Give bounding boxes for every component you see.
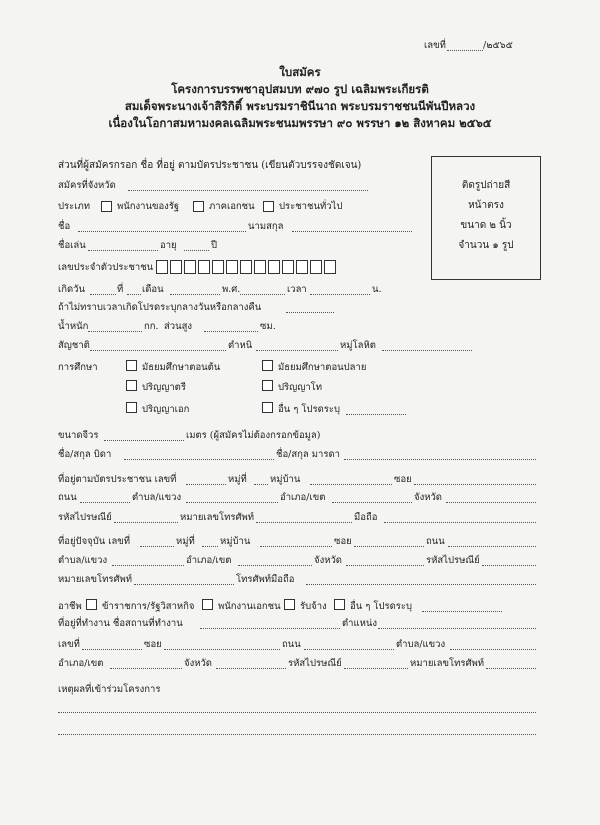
edu1-checkbox[interactable] (126, 360, 137, 371)
type-label: ประเภท (58, 201, 91, 212)
id-card-digit-box[interactable] (324, 260, 336, 274)
addr-now-village-label: หมู่บ้าน (220, 536, 251, 547)
addr-id-postcode-label: รหัสไปรษณีย์ (58, 512, 112, 523)
work-postcode-label: รหัสไปรษณีย์ (288, 658, 342, 669)
work-district-field[interactable] (110, 668, 182, 669)
photo-box (431, 156, 541, 280)
addr-id-moo-label: หมู่ที่ (228, 474, 247, 485)
section-heading: ส่วนที่ผู้สมัครกรอก ชื่อ ที่อยู่ ตามบัตรประชาชน (เขียนตัวบรรจงชัดเจน) (58, 160, 362, 171)
type-gov-checkbox[interactable] (101, 201, 112, 212)
addr-id-village-label: หมู่บ้าน (270, 474, 301, 485)
workplace-field[interactable] (200, 628, 340, 629)
header-line-1: โครงการบรรพชาอุปสมบท ๙๗๐ รูป เฉลิมพระเกียรติ (171, 82, 429, 96)
surname-field[interactable] (292, 231, 412, 232)
addr-id-mobile-label: มือถือ (354, 512, 378, 523)
addr-id-postcode-field[interactable] (114, 522, 178, 523)
photo-line-2: หน้าตรง (468, 200, 504, 211)
occ1-checkbox[interactable] (86, 599, 97, 610)
cm-label: ซม. (260, 321, 276, 332)
nickname-label: ชื่อเล่น (58, 240, 86, 251)
edu3-checkbox[interactable] (126, 380, 137, 391)
addr-id-phone-label: หมายเลขโทรศัพท์ (180, 512, 255, 523)
addr-now-district-label: อำเภอ/เขต (186, 555, 232, 566)
addr-now-road-label: ถนน (426, 536, 445, 547)
addr-id-village-field[interactable] (310, 484, 392, 485)
work-road-label: ถนน (282, 639, 301, 650)
n-label: น. (372, 284, 382, 295)
addr-id-province-field[interactable] (446, 502, 536, 503)
form-number-label: เลขที่ (424, 40, 446, 51)
position-label: ตำแหน่ง (342, 618, 378, 629)
mole-field[interactable] (382, 350, 472, 351)
id-card-digit-box[interactable] (296, 260, 308, 274)
id-card-digit-box[interactable] (282, 260, 294, 274)
addr-now-number-field[interactable] (140, 546, 174, 547)
edu1-label: มัธยมศึกษาตอนต้น (142, 362, 221, 373)
addr-now-province-field[interactable] (346, 565, 424, 566)
id-card-digit-box[interactable] (226, 260, 238, 274)
edu3-label: ปริญญาตรี (142, 382, 186, 393)
type-gov-label: พนักงานของรัฐ (117, 201, 180, 212)
edu2-label: มัธยมศึกษาตอนปลาย (278, 362, 367, 373)
occ3-label: รับจ้าง (300, 601, 327, 612)
addr-id-province-label: จังหวัด (414, 492, 442, 503)
addr-id-subdistrict-label: ตำบล/แขวง (132, 492, 182, 503)
addr-id-phone-field[interactable] (256, 522, 352, 523)
born-day-label: เกิดวัน (58, 284, 85, 295)
born-day-field[interactable] (90, 294, 116, 295)
month-label: เดือน (142, 284, 164, 295)
id-card-digit-box[interactable] (184, 260, 196, 274)
id-card-digit-box[interactable] (170, 260, 182, 274)
header-line-2: สมเด็จพระนางเจ้าสิริกิติ์ พระบรมราชินีนาถ พระบรมราชชนนีพันปีหลวง (124, 99, 476, 113)
edu5-label: ปริญญาเอก (142, 404, 190, 415)
addr-now-postcode-label: รหัสไปรษณีย์ (426, 555, 480, 566)
addr-now-soi-field[interactable] (354, 546, 424, 547)
father-label: ชื่อ/สกุล บิดา (58, 449, 112, 460)
edu6-field[interactable] (346, 414, 406, 415)
edu4-label: ปริญญาโท (278, 382, 323, 393)
age-label: อายุ (160, 240, 177, 251)
form-title: ใบสมัคร (279, 65, 321, 79)
addr-id-road-field[interactable] (80, 502, 130, 503)
be-field[interactable] (240, 294, 285, 295)
occupation-label: อาชีพ (58, 601, 82, 612)
name-field[interactable] (78, 231, 246, 232)
nickname-field[interactable] (88, 250, 158, 251)
addr-now-district-field[interactable] (238, 565, 312, 566)
month-field[interactable] (170, 294, 220, 295)
id-card-digit-box[interactable] (240, 260, 252, 274)
work-number-label: เลขที่ (58, 639, 80, 650)
position-field[interactable] (378, 628, 536, 629)
surname-label: นามสกุล (248, 221, 284, 232)
workplace-label: ที่อยู่ที่ทำงาน ชื่อสถานที่ทำงาน (58, 618, 183, 629)
education-label: การศึกษา (58, 362, 98, 373)
work-phone-label: หมายเลขโทรศัพท์ (410, 658, 485, 669)
date-label: ที่ (117, 284, 124, 295)
time-field[interactable] (310, 294, 370, 295)
id-card-digit-box[interactable] (254, 260, 266, 274)
be-label: พ.ศ. (222, 284, 241, 295)
weight-label: น้ำหนัก (58, 321, 89, 332)
addr-now-mobile-label: โทรศัพท์มือถือ (236, 574, 295, 585)
time-note-label: ถ้าไม่ทราบเวลาเกิดโปรดระบุกลางวันหรือกลางคืน (58, 302, 262, 313)
addr-id-soi-field[interactable] (414, 484, 536, 485)
nationality-label: สัญชาติ (58, 340, 90, 351)
mark-field[interactable] (256, 350, 338, 351)
occ4-field[interactable] (422, 611, 502, 612)
addr-id-label: ที่อยู่ตามบัตรประชาชน เลขที่ (58, 474, 177, 485)
addr-id-district-field[interactable] (332, 502, 412, 503)
type-private-label: ภาคเอกชน (209, 201, 255, 212)
occ1-label: ข้าราชการ/รัฐวิสาหกิจ (102, 601, 195, 612)
addr-now-subdistrict-label: ตำบล/แขวง (58, 555, 108, 566)
work-road-field[interactable] (304, 649, 394, 650)
apply-province-field[interactable] (128, 190, 368, 191)
edu4-checkbox[interactable] (262, 380, 273, 391)
work-subdistrict-field[interactable] (450, 649, 536, 650)
mother-label: ชื่อ/สกุล มารดา (276, 449, 340, 460)
addr-id-mobile-field[interactable] (384, 522, 536, 523)
addr-now-road-field[interactable] (448, 546, 536, 547)
addr-now-village-field[interactable] (260, 546, 332, 547)
occ4-label: อื่น ๆ โปรดระบุ (350, 601, 412, 612)
robe-size-field[interactable] (104, 440, 184, 441)
reason-line-1[interactable] (58, 712, 536, 713)
work-district-label: อำเภอ/เขต (58, 658, 104, 669)
addr-id-subdistrict-field[interactable] (186, 502, 278, 503)
addr-id-moo-field[interactable] (254, 484, 268, 485)
occ4-checkbox[interactable] (334, 599, 345, 610)
id-card-label: เลขประจำตัวประชาชน (58, 262, 154, 273)
addr-now-mobile-field[interactable] (306, 584, 536, 585)
work-postcode-field[interactable] (344, 668, 408, 669)
height-field[interactable] (204, 331, 258, 332)
addr-now-subdistrict-field[interactable] (112, 565, 184, 566)
time-note-field[interactable] (286, 312, 334, 313)
occ2-label: พนักงานเอกชน (218, 601, 281, 612)
work-province-field[interactable] (216, 668, 286, 669)
addr-now-moo-label: หมู่ที่ (176, 536, 195, 547)
edu6-checkbox[interactable] (262, 402, 273, 413)
robe-size-label: ขนาดจีวร (58, 430, 99, 441)
addr-id-soi-label: ซอย (394, 474, 412, 485)
id-card-digit-box[interactable] (212, 260, 224, 274)
photo-line-4: จำนวน ๑ รูป (458, 240, 514, 251)
addr-id-road-label: ถนน (58, 492, 77, 503)
work-number-field[interactable] (82, 649, 142, 650)
work-phone-field[interactable] (486, 668, 536, 669)
header-line-3: เนื่องในโอกาสมหามงคลเฉลิมพระชนมพรรษา ๙๐ พรรษา ๑๒ สิงหาคม ๒๕๖๕ (108, 116, 492, 130)
edu5-checkbox[interactable] (126, 402, 137, 413)
edu6-label: อื่น ๆ โปรดระบุ (278, 404, 340, 415)
nationality-field[interactable] (90, 350, 226, 351)
id-card-digit-box[interactable] (198, 260, 210, 274)
occ2-checkbox[interactable] (202, 599, 213, 610)
name-label: ชื่อ (58, 221, 71, 232)
time-label: เวลา (287, 284, 307, 295)
weight-field[interactable] (88, 331, 142, 332)
work-soi-label: ซอย (144, 639, 162, 650)
kg-label: กก. (144, 321, 159, 332)
photo-line-1: ติดรูปถ่ายสี (461, 180, 511, 191)
addr-id-district-label: อำเภอ/เขต (280, 492, 326, 503)
reason-line-2[interactable] (58, 734, 536, 735)
id-card-digit-box[interactable] (268, 260, 280, 274)
mark-label: ตำหนิ (228, 340, 253, 351)
work-soi-field[interactable] (164, 649, 280, 650)
date-field[interactable] (127, 294, 141, 295)
height-label: ส่วนสูง (164, 321, 193, 332)
edu2-checkbox[interactable] (262, 360, 273, 371)
occ3-checkbox[interactable] (284, 599, 295, 610)
addr-now-soi-label: ซอย (334, 536, 352, 547)
addr-now-phone-field[interactable] (134, 584, 234, 585)
work-subdistrict-label: ตำบล/แขวง (396, 639, 446, 650)
photo-line-3: ขนาด ๒ นิ้ว (460, 220, 512, 231)
addr-id-number-field[interactable] (186, 484, 226, 485)
age-field[interactable] (184, 250, 209, 251)
reason-label: เหตุผลที่เข้าร่วมโครงการ (58, 684, 161, 695)
robe-unit-label: เมตร (ผู้สมัครไม่ต้องกรอกข้อมูล) (186, 430, 321, 441)
mother-field[interactable] (344, 459, 536, 460)
addr-now-province-label: จังหวัด (314, 555, 342, 566)
type-public-checkbox[interactable] (263, 201, 274, 212)
addr-now-postcode-field[interactable] (482, 565, 536, 566)
mole-label: หมู่โลหิต (340, 340, 376, 351)
father-field[interactable] (124, 459, 274, 460)
type-public-label: ประชาชนทั่วไป (279, 201, 343, 212)
addr-now-label: ที่อยู่ปัจจุบัน เลขที่ (58, 536, 131, 547)
id-card-digit-box[interactable] (310, 260, 322, 274)
apply-province-label: สมัครที่จังหวัด (58, 180, 116, 191)
form-number-field[interactable] (447, 50, 483, 51)
form-number-suffix: /๒๕๖๕ (483, 40, 513, 51)
addr-now-moo-field[interactable] (202, 546, 218, 547)
type-private-checkbox[interactable] (193, 201, 204, 212)
work-province-label: จังหวัด (184, 658, 212, 669)
year-label: ปี (211, 240, 218, 251)
id-card-digit-box[interactable] (156, 260, 168, 274)
addr-now-phone-label: หมายเลขโทรศัพท์ (58, 574, 133, 585)
